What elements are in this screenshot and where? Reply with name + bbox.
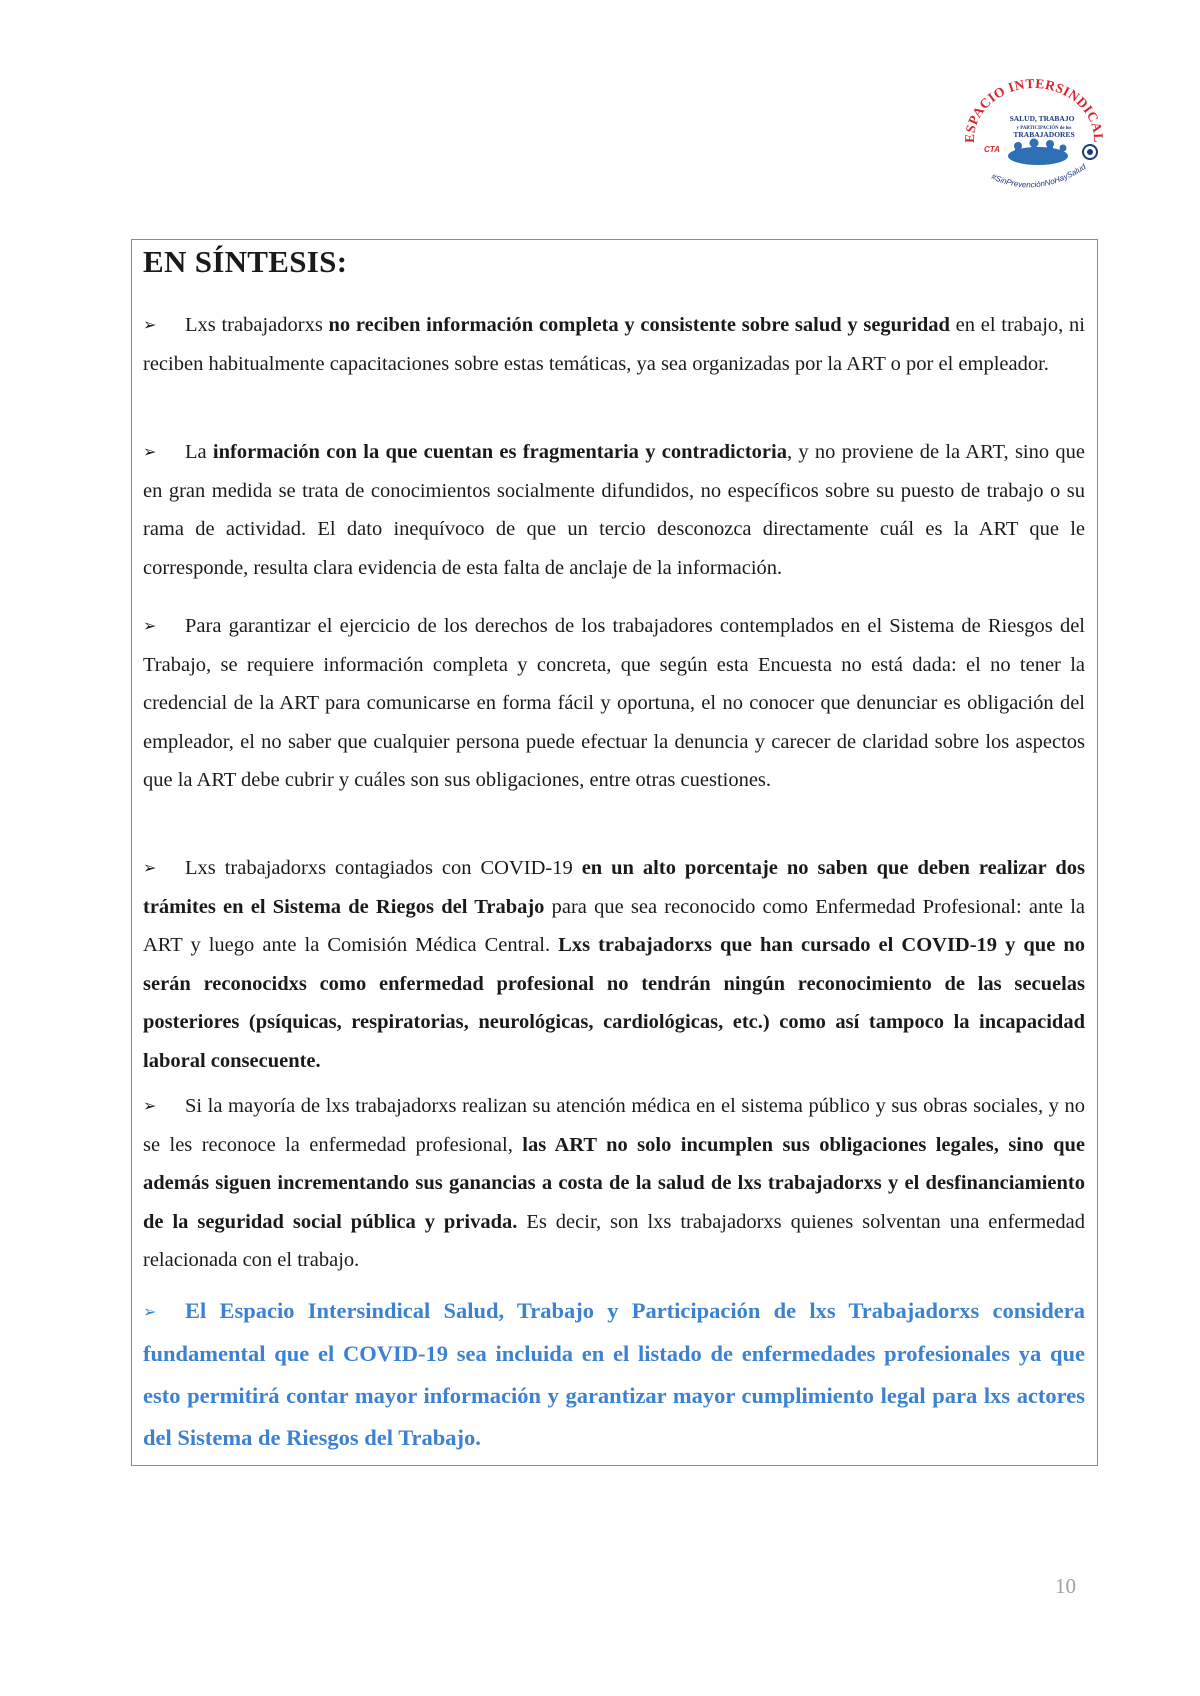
logo-hashtag: #SinPrevenciónNoHaySalud [989,162,1088,190]
page-number: 10 [1055,1574,1076,1598]
logo-line-2: y PARTICIPACIÓN de los [1016,126,1072,131]
arrow-bullet-icon: ➢ [143,858,157,877]
logo-people-illustration [1008,139,1068,166]
arrow-bullet-icon: ➢ [143,616,157,635]
bullet-paragraph-6-highlight: ➢ El Espacio Intersindical Salud, Trabajo y Participación de lxs Trabajadorxs considera fundamental que el COVID-19 sea incluida en el listado de enfermedades profesionales ya que esto permitirá contar mayor información y garantizar mayor cumplimiento legal para lxs actores del Sistema de Riesgos del Trabajo. [143,1290,1085,1459]
svg-text:#SinPrevenciónNoHaySalud [990,162,1088,190]
logo-arc-text: ESPACIO INTERSINDICAL [962,78,1107,144]
bullet-paragraph-2: ➢ La información con la que cuentan es fragmentaria y contradictoria, y no proviene de la ART, sino que en gran medida se trata de conocimientos socialmente difundidos, no específicos sobre su puesto de trabajo o su rama de actividad. El dato inequívoco de que un tercio desconozca directamente cuál es la ART que le corresponde, resulta clara evidencia de esta falta de anclaje de la información. [143,433,1085,587]
arrow-bullet-icon: ➢ [143,315,157,334]
bullet-paragraph-4: ➢ Lxs trabajadorxs contagiados con COVID-19 en un alto porcentaje no saben que deben realizar dos trámites en el Sistema de Riegos del Trabajo para que sea reconocido como Enfermedad Profesional: ante la ART y luego ante la Comisión Médica Central. Lxs trabajadorxs que han cursado el COVID-19 y que no serán reconocidxs como enfermedad profesional no tendrán ningún reconocimiento de las secuelas posteriores (psíquicas, respiratorias, neurológicas, cardiológicas, etc.) como así tampoco la incapacidad laboral consecuente. [143,849,1085,1080]
bullet-paragraph-5: ➢ Si la mayoría de lxs trabajadorxs realizan su atención médica en el sistema público y sus obras sociales, y no se les reconoce la enfermedad profesional, las ART no solo incumplen sus obligaciones legales, sino que además siguen incrementando sus ganancias a costa de la salud de lxs trabajadorxs y el desfinanciamiento de la seguridad social pública y privada. Es decir, son lxs trabajadorxs quienes solventan una enfermedad relacionada con el trabajo. [143,1087,1085,1280]
logo-line-3: TRABAJADORES [1013,130,1075,139]
espacio-intersindical-logo [962,78,1110,204]
arrow-bullet-icon: ➢ [143,442,157,461]
arrow-bullet-icon: ➢ [143,1096,157,1115]
logo-cta-badge: CTA [984,145,1000,154]
logo-line-1: SALUD, TRABAJO [1009,114,1075,123]
arrow-bullet-icon: ➢ [143,1302,157,1321]
section-title: EN SÍNTESIS: [143,244,348,279]
bullet-paragraph-3: ➢ Para garantizar el ejercicio de los derechos de los trabajadores contemplados en el Sistema de Riesgos del Trabajo, se requiere información completa y concreta, que según esta Encuesta no está dada: el no tener la credencial de la ART para comunicarse en forma fácil y oportuna, el no conocer que denunciar es obligación del empleador, el no saber que cualquier persona puede efectuar la denuncia y carecer de claridad sobre los aspectos que la ART debe cubrir y cuáles son sus obligaciones, entre otras cuestiones. [143,607,1085,800]
bullet-paragraph-1: ➢ Lxs trabajadorxs no reciben información completa y consistente sobre salud y seguridad en el trabajo, ni reciben habitualmente capacitaciones sobre estas temáticas, ya sea organizadas por la ART o por el empleador. [143,306,1085,383]
